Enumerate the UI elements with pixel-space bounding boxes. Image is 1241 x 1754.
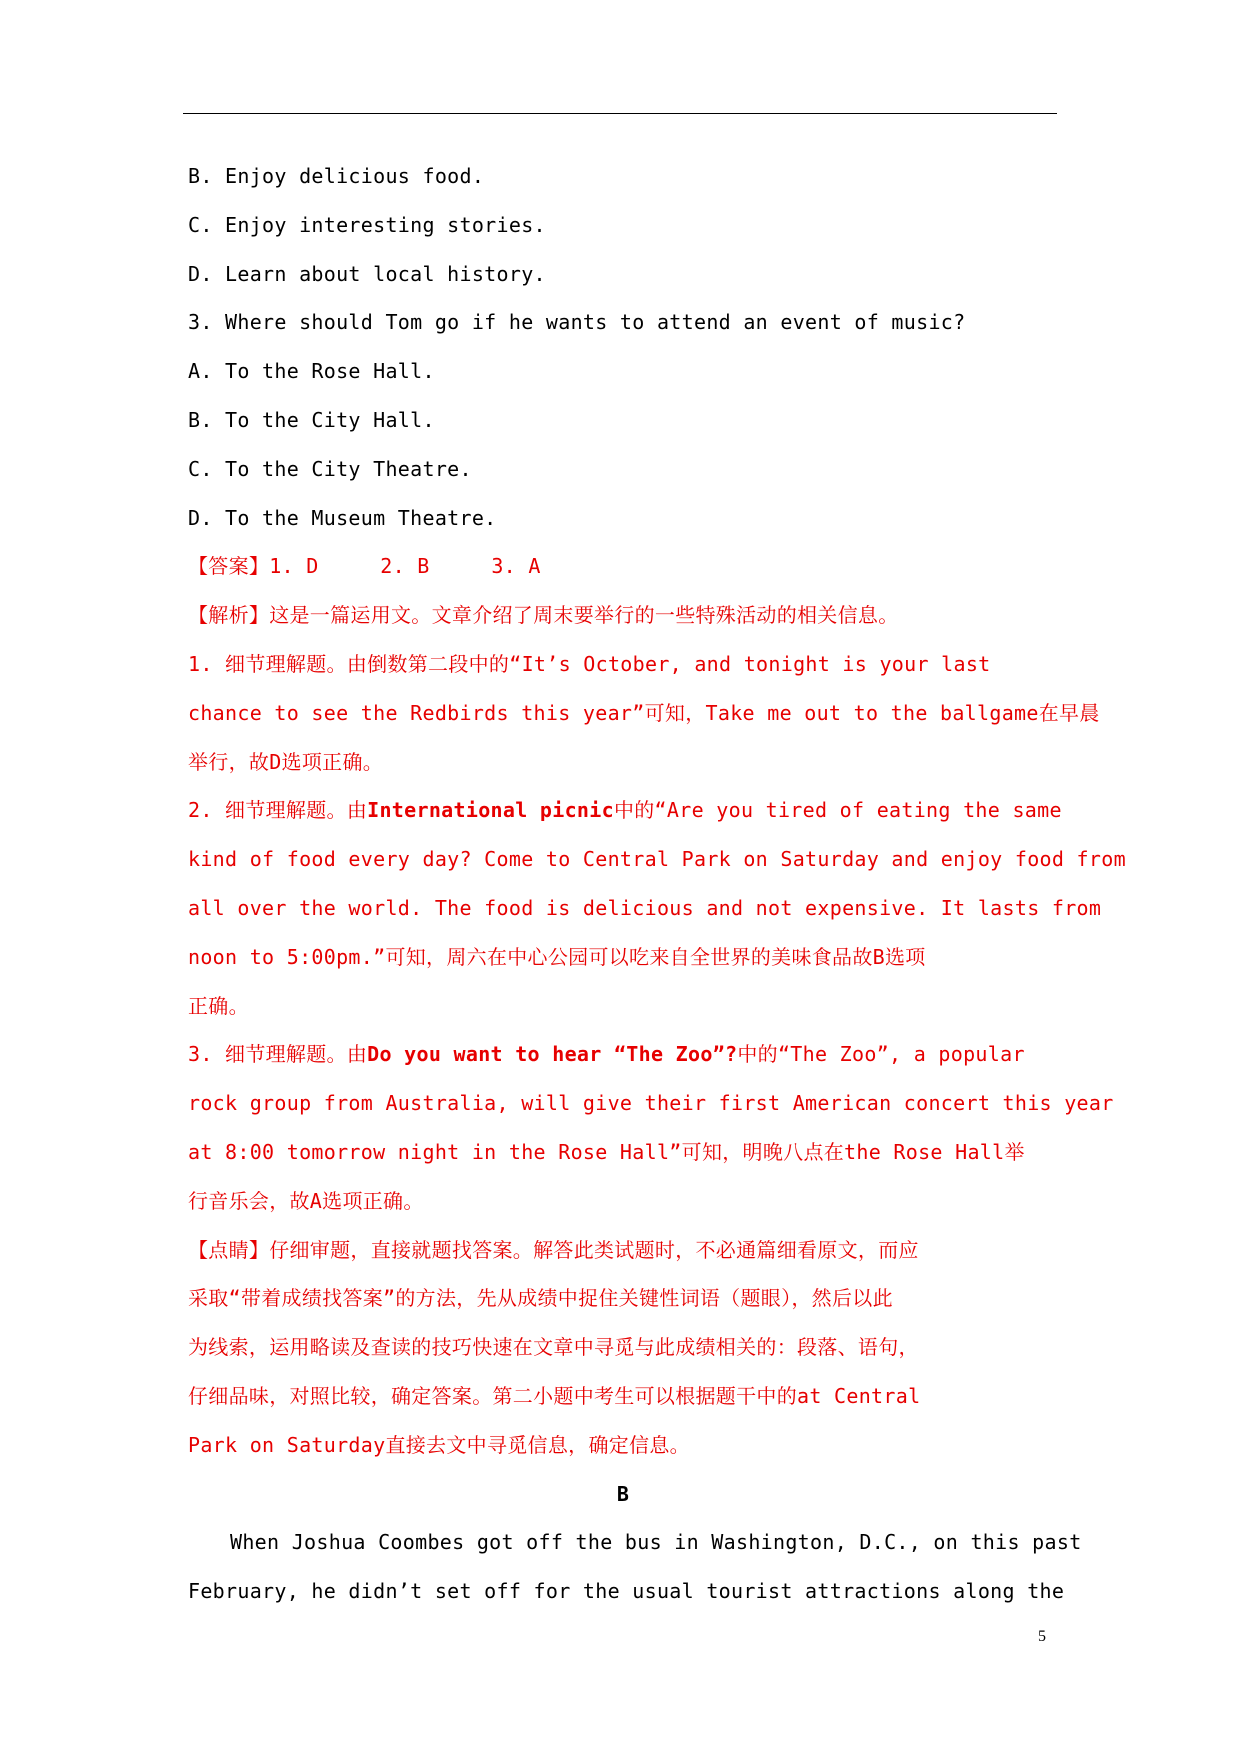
explanation-2-line-1 [188, 792, 1118, 841]
tip-line-2: 采取“带着成绩找答案”的方法，先从成绩中捉住关键性词语（题眼），然后以此 [188, 1286, 893, 1311]
tip-line-1 [188, 1232, 1118, 1281]
tip-line-3: 为线索，运用略读及查读的技巧快速在文章中寻觅与此成绩相关的：段落、语句， [188, 1335, 919, 1360]
answer-text: 1. D 2. B 3. A [269, 554, 541, 579]
tip-line-5: Park on Saturday直接去文中寻觅信息，确定信息。 [188, 1432, 690, 1457]
explanation-2-line-2: kind of food every day? Come to Central Park on Saturday and enjoy food from [188, 847, 1126, 872]
option-3c: C. To the City Theatre. [188, 456, 472, 481]
explanation-2-line-5: 正确。 [188, 993, 249, 1018]
analysis-text: 这是一篇运用文。文章介绍了周末要举行的一些特殊活动的相关信息。 [269, 603, 899, 628]
question-3-stem: 3. Where should Tom go if he wants to attend an event of music? [188, 310, 966, 335]
explanation-1-line-1: 1. 细节理解题。由倒数第二段中的“It’s October, and tonight is your last [188, 651, 991, 676]
explanation-2-line-3: all over the world. The food is delicious and not expensive. It lasts from [188, 895, 1102, 920]
option-3d: D. To the Museum Theatre. [188, 505, 497, 530]
analysis-line [188, 597, 1118, 646]
explanation-2-prefix: 2. 细节理解题。由 [188, 798, 368, 823]
passage-b-line-1: When Joshua Coombes got off the bus in Washington, D.C., on this past [230, 1530, 1082, 1555]
explanation-3-title: Do you want to hear “The Zoo”? [367, 1042, 738, 1067]
option-3a: A. To the Rose Hall. [188, 359, 435, 384]
tip-line-4: 仔细品味，对照比较，确定答案。第二小题中考生可以根据题干中的at Central [188, 1383, 921, 1408]
explanation-3-line-4: 行音乐会，故A选项正确。 [188, 1188, 424, 1213]
explanation-1-line-3: 举行，故D选项正确。 [188, 749, 384, 774]
explanation-3-line-3: at 8:00 tomorrow night in the Rose Hall”可知，明晚八点在the Rose Hall举 [188, 1139, 1025, 1164]
explanation-2-line-4: noon to 5:00pm.”可知，周六在中心公园可以吃来自全世界的美味食品故B选项 [188, 944, 926, 969]
option-3b: B. To the City Hall. [188, 407, 435, 432]
explanation-3-line-1 [188, 1036, 1118, 1085]
tip-text-1: 仔细审题，直接就题找答案。解答此类试题时，不必通篇细看原文，而应 [269, 1237, 919, 1262]
explanation-2-title: International picnic [367, 798, 614, 823]
option-2b: B. Enjoy delicious food. [188, 164, 485, 188]
explanation-2-suffix: 中的“Are you tired of eating the same [613, 798, 1062, 823]
explanation-3-prefix: 3. 细节理解题。由 [188, 1042, 368, 1067]
explanation-1-line-2: chance to see the Redbirds this year”可知，Take me out to the ballgame在早晨 [188, 700, 1100, 725]
analysis-label: 【解析】 [188, 603, 270, 628]
option-2c: C. Enjoy interesting stories. [188, 212, 546, 237]
page-number: 5 [1038, 1628, 1046, 1645]
tip-label: 【点睛】 [188, 1237, 270, 1262]
explanation-3-suffix: 中的“The Zoo”, a popular [737, 1042, 1025, 1067]
answer-line [188, 548, 1118, 597]
passage-b-line-2: February, he didn’t set off for the usual tourist attractions along the [188, 1579, 1065, 1604]
explanation-3-line-2: rock group from Australia, will give their first American concert this year [188, 1091, 1114, 1116]
section-b-heading: B [616, 1481, 630, 1506]
answer-label: 【答案】 [188, 554, 270, 579]
option-2d: D. Learn about local history. [188, 261, 546, 286]
page-content [188, 158, 1126, 1622]
header-rule [183, 113, 1057, 114]
